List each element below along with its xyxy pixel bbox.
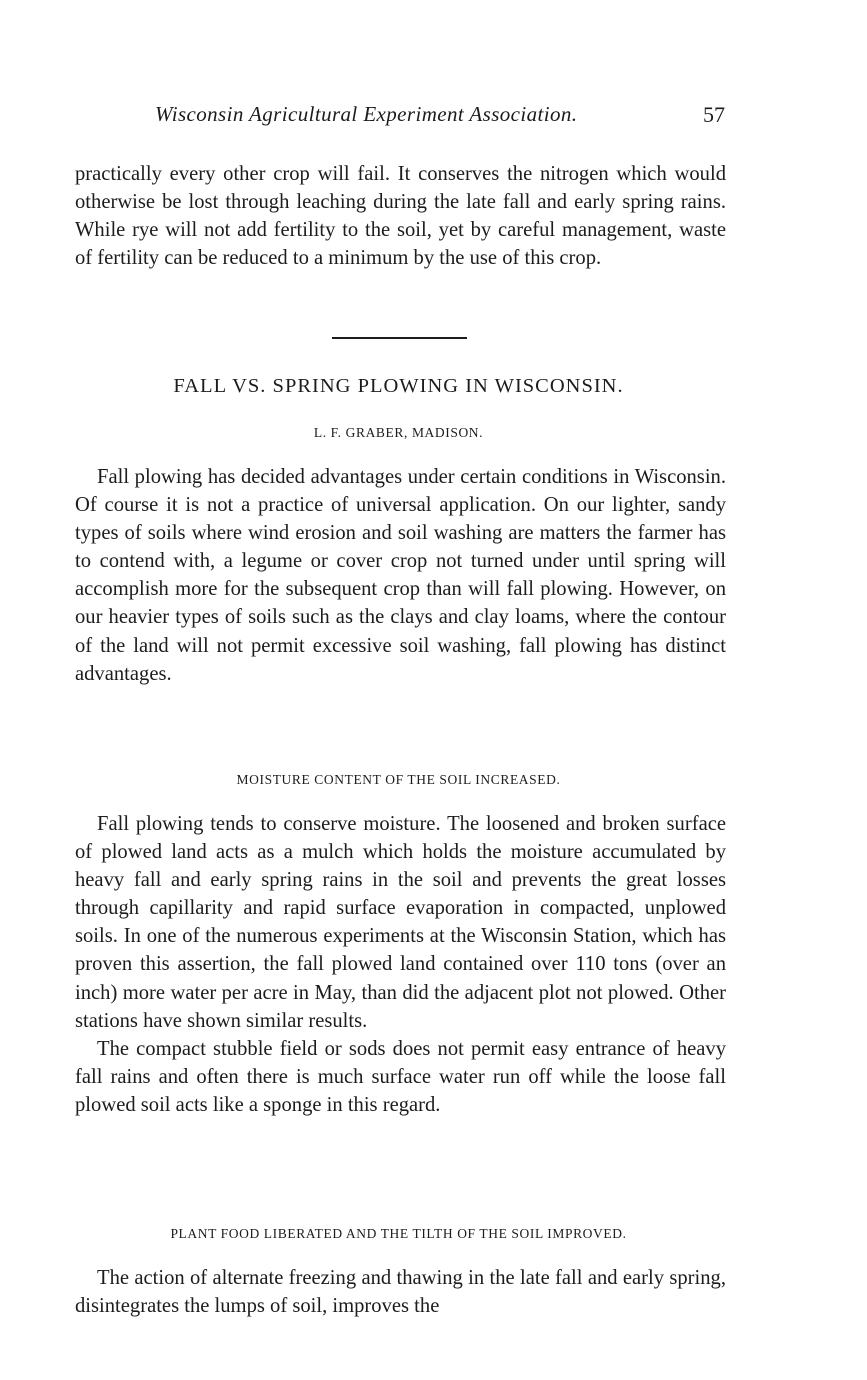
running-title: Wisconsin Agricultural Experiment Association. [155,102,578,126]
continued-paragraph [75,160,726,272]
paragraph: practically every other crop will fail. It conserves the nitrogen which would otherwise be lost through leaching during the late fall and early spring rains. While rye will not add fertility to the soil, yet by careful management, waste of fertility can be reduced to a minimum by the use of this crop. [75,163,726,270]
article-byline: L. F. GRABER, MADISON. [313,425,484,440]
intro-paragraph [75,463,726,688]
section-body-moisture [75,810,726,1119]
paragraph: Fall plowing has decided advantages under certain conditions in Wisconsin. Of course it is not a practice of universal application. On our lighter, sandy types of soils where wind erosion and soil washing are matters the farmer has to contend with, a legume or cover crop not turned under until spring will accomplish more for the subsequent crop than will fall plowing. However, on our heavier types of soils such as the clays and clay loams, where the contour of the land will not permit excessive soil washing, fall plowing has distinct advantages. [75,466,726,685]
section-divider [332,337,467,339]
section-heading-moisture: MOISTURE CONTENT OF THE SOIL INCREASED. [236,772,561,787]
paragraph: The action of alternate freezing and thawing in the late fall and early spring, disintegrates the lumps of soil, improves the [75,1267,726,1318]
section-heading-plant-food: PLANT FOOD LIBERATED AND THE TILTH OF THE SOIL IMPROVED. [170,1226,627,1241]
page-number: 57 [703,102,725,127]
section-body-plant-food [75,1264,726,1320]
paragraph: The compact stubble field or sods does not permit easy entrance of heavy fall rains and often there is much surface water run off while the loose fall plowed soil acts like a sponge in this regard. [75,1037,726,1116]
running-head [75,102,725,132]
article-title: FALL VS. SPRING PLOWING IN WISCONSIN. [173,375,624,397]
paragraph: Fall plowing tends to conserve moisture. The loosened and broken surface of plowed land acts as a mulch which holds the moisture accumulated by heavy fall and early spring rains in the soil and prevents the great losses through capillarity and rapid surface evaporation in compacted, unplowed soils. In one of the numerous experiments at the Wisconsin Station, which has proven this assertion, the fall plowed land contained over 110 tons (over an inch) more water per acre in May, than did the adjacent plot not plowed. Other stations have shown similar results. [75,813,726,1032]
